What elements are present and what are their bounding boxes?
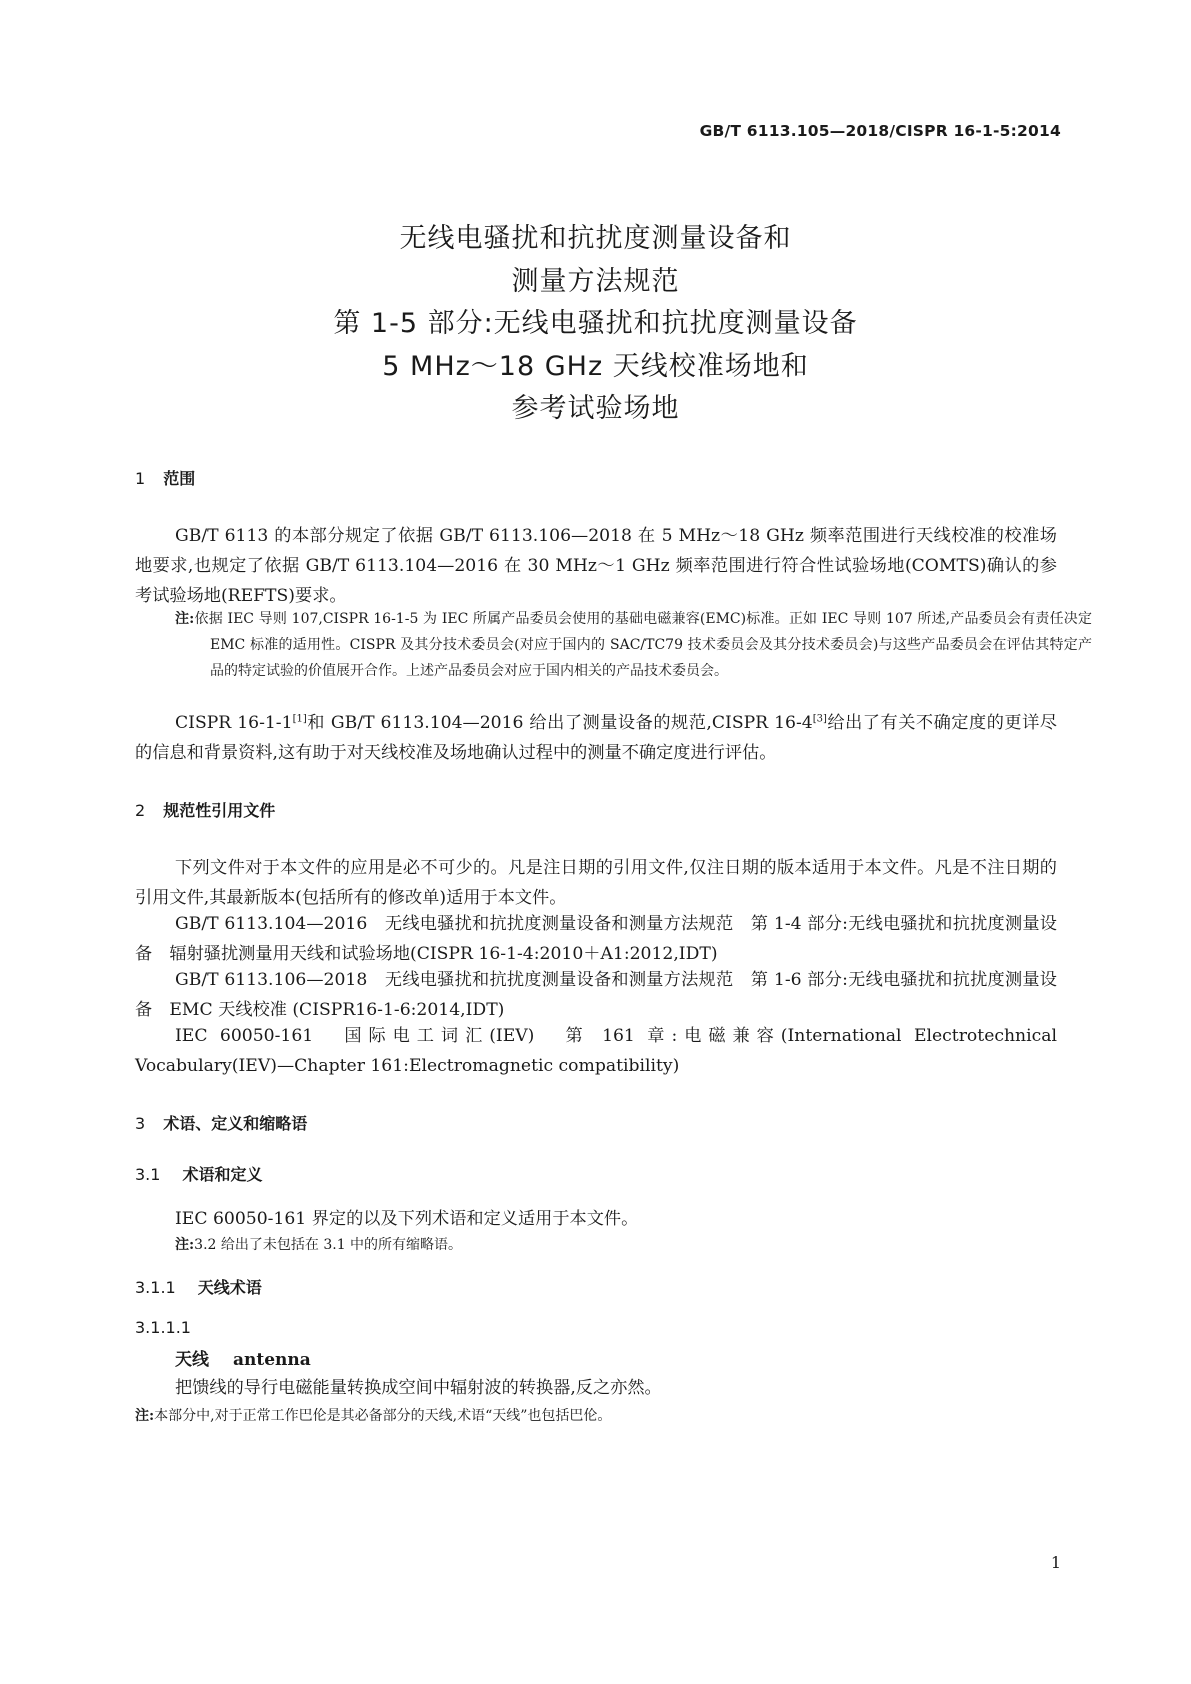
note-text: 本部分中,对于正常工作巴伦是其必备部分的天线,术语“天线”也包括巴伦。 [154, 1408, 612, 1424]
note-label: 注: [175, 1237, 195, 1253]
section-1-paragraph-1: GB/T 6113 的本部分规定了依据 GB/T 6113.106—2018 在 5 MHz～18 GHz 频率范围进行天线校准的校准场地要求,也规定了依据 GB/T 6113.104—2016 在 30 MHz～1 GHz 频率范围进行符合性试验场地(COMTS)确认的参考试验场地(REFTS)要求。 [135, 526, 1057, 606]
subsection-title: 天线术语 [197, 1278, 262, 1297]
section-1-note [175, 606, 1092, 684]
section-3-heading [135, 1111, 307, 1134]
section-2-heading [135, 798, 275, 821]
section-number: 3 [135, 1114, 146, 1133]
subsection-number: 3.1.1 [135, 1278, 176, 1297]
term-entry-number: 3.1.1.1 [135, 1318, 191, 1337]
note-label: 注: [175, 611, 195, 627]
section-1-heading [135, 466, 195, 489]
para-text-c: 给出了有关不确定度的更详尽的信息和背景资料,这有助于对天线校准及场地确认过程中的测量不确定度进行评估。 [135, 713, 1057, 763]
title-line-3: 第 1-5 部分:无线电骚扰和抗扰度测量设备 [333, 308, 858, 339]
note-text: 依据 IEC 导则 107,CISPR 16-1-5 为 IEC 所属产品委员会使用的基础电磁兼容(EMC)标准。正如 IEC 导则 107 所述,产品委员会有责任决定 EMC 标准的适用性。CISPR 及其分技术委员会(对应于国内的 SAC/TC79 技术委员会及其分技术委员会)与这些产品委员会在评估其特定产品的特定试验的价值展开合作。上述产品委员会对应于国内相关的产品技术委员会。 [194, 611, 1092, 679]
note-label: 注: [135, 1408, 155, 1424]
subsection-title: 术语和定义 [182, 1165, 263, 1184]
section-number: 1 [135, 469, 146, 488]
page-number: 1 [1050, 1553, 1061, 1572]
document-title [0, 218, 1191, 431]
para-text-a: CISPR 16-1-1 [175, 713, 293, 733]
section-title: 术语、定义和缩略语 [163, 1114, 308, 1133]
term-chinese: 天线 [175, 1350, 209, 1370]
subsection-3-1-1-heading [135, 1275, 262, 1298]
term-note [135, 1403, 1052, 1429]
term-definition: 把馈线的导行电磁能量转换成空间中辐射波的转换器,反之亦然。 [175, 1378, 662, 1398]
para-text-b: 和 GB/T 6113.104—2016 给出了测量设备的规范,CISPR 16-4 [306, 713, 813, 733]
citation-ref-3: [3] [812, 713, 827, 725]
normative-reference-1: GB/T 6113.104—2016 无线电骚扰和抗扰度测量设备和测量方法规范 第 1-4 部分:无线电骚扰和抗扰度测量设备 辐射骚扰测量用天线和试验场地(CISPR 16-1-4:2010＋A1:2012,IDT) [135, 914, 1057, 964]
normative-reference-2: GB/T 6113.106—2018 无线电骚扰和抗扰度测量设备和测量方法规范 第 1-6 部分:无线电骚扰和抗扰度测量设备 EMC 天线校准 (CISPR16-1-6:2014,IDT) [135, 970, 1057, 1020]
term-heading [175, 1345, 311, 1370]
section-title: 规范性引用文件 [163, 801, 276, 820]
title-line-1: 无线电骚扰和抗扰度测量设备和 [399, 223, 792, 254]
title-line-4: 5 MHz～18 GHz 天线校准场地和 [382, 350, 809, 382]
title-line-5: 参考试验场地 [511, 393, 680, 424]
section-1-paragraph-2 [135, 708, 1057, 768]
section-title: 范围 [163, 469, 196, 488]
note-text: 3.2 给出了未包括在 3.1 中的所有缩略语。 [194, 1237, 463, 1253]
term-english: antenna [233, 1350, 311, 1370]
normative-reference-3: IEC 60050-161 国际电工词汇(IEV) 第 161 章:电磁兼容(International Electrotechnical Vocabulary(IEV)—Chapter 161:Electromagnetic compatibility) [135, 1026, 1057, 1076]
subsection-3-1-paragraph: IEC 60050-161 界定的以及下列术语和定义适用于本文件。 [175, 1209, 639, 1229]
title-line-2: 测量方法规范 [511, 265, 680, 297]
subsection-3-1-note [175, 1232, 1092, 1258]
standard-code-header: GB/T 6113.105—2018/CISPR 16-1-5:2014 [699, 122, 1061, 140]
subsection-number: 3.1 [135, 1165, 161, 1184]
section-2-paragraph-1: 下列文件对于本文件的应用是必不可少的。凡是注日期的引用文件,仅注日期的版本适用于本文件。凡是不注日期的引用文件,其最新版本(包括所有的修改单)适用于本文件。 [135, 858, 1057, 908]
section-number: 2 [135, 801, 146, 820]
subsection-3-1-heading [135, 1162, 262, 1185]
citation-ref-1: [1] [292, 713, 307, 725]
